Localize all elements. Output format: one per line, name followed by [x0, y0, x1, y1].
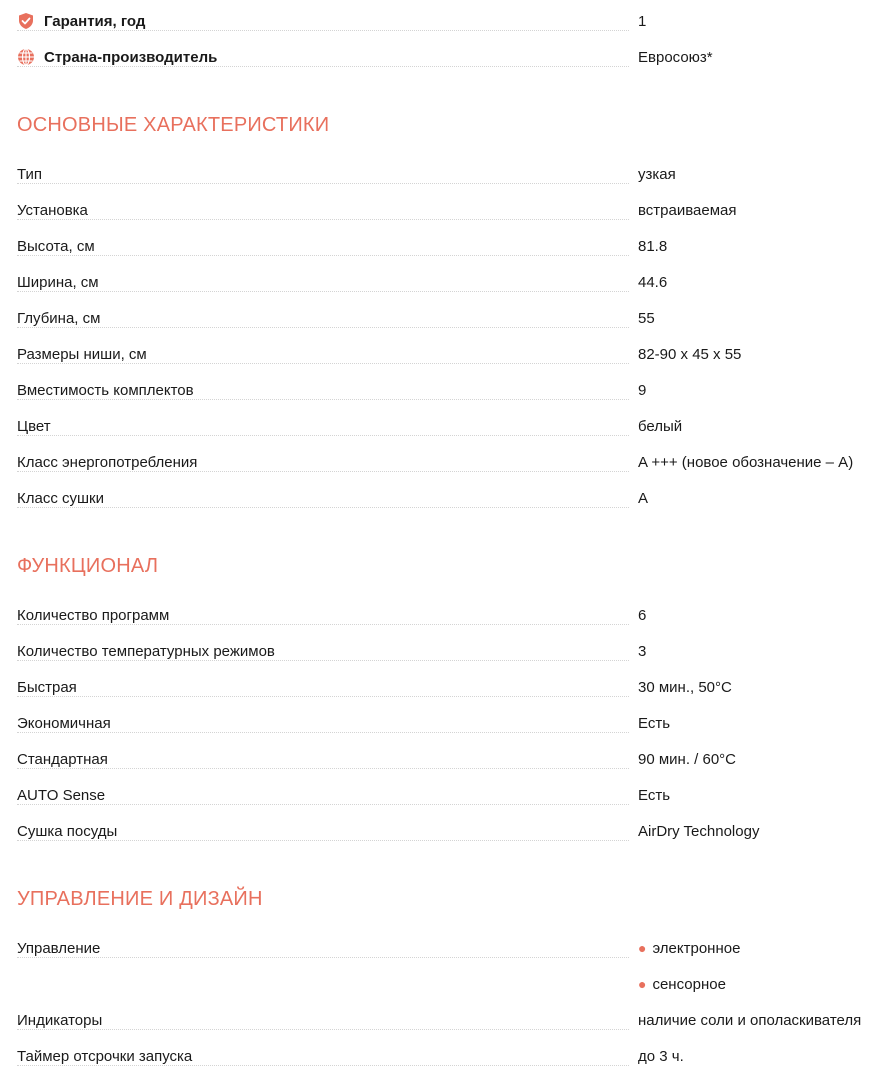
spec-row	[17, 604, 875, 628]
dotted-leader	[17, 957, 629, 958]
dotted-leader	[17, 219, 629, 220]
dotted-leader	[17, 471, 629, 472]
spec-value: до 3 ч.	[638, 1048, 684, 1065]
section-title-control-design: УПРАВЛЕНИЕ И ДИЗАЙН	[17, 888, 263, 910]
spec-row	[17, 451, 875, 475]
spec-row-warranty	[17, 10, 875, 34]
spec-row	[17, 379, 875, 403]
dotted-leader	[17, 660, 629, 661]
dotted-leader	[17, 804, 629, 805]
spec-label: Экономичная	[17, 715, 115, 732]
spec-row	[17, 937, 875, 961]
dotted-leader	[17, 291, 629, 292]
spec-row	[17, 271, 875, 295]
dotted-leader	[17, 30, 629, 31]
spec-label: Стандартная	[17, 751, 112, 768]
spec-label: Индикаторы	[17, 1012, 106, 1029]
spec-row	[17, 199, 875, 223]
section-title-functions: ФУНКЦИОНАЛ	[17, 555, 159, 577]
spec-value: белый	[638, 418, 683, 435]
spec-row	[17, 235, 875, 259]
spec-label: Тип	[17, 166, 46, 183]
spec-value: 6	[638, 607, 647, 624]
spec-label: Класс сушки	[17, 490, 108, 507]
spec-label: Ширина, см	[17, 274, 103, 291]
spec-label: AUTO Sense	[17, 787, 109, 804]
spec-label: Гарантия, год	[44, 13, 149, 30]
spec-label: Размеры ниши, см	[17, 346, 151, 363]
spec-value: A	[638, 490, 649, 507]
spec-label: Цвет	[17, 418, 55, 435]
bullet-icon: ●	[638, 976, 647, 992]
spec-label: Количество температурных режимов	[17, 643, 279, 660]
spec-label: Количество программ	[17, 607, 173, 624]
spec-value: сенсорное	[652, 976, 726, 993]
spec-row-continuation	[17, 973, 875, 997]
dotted-leader	[17, 399, 629, 400]
spec-value: 1	[638, 13, 647, 30]
dotted-leader	[17, 624, 629, 625]
spec-row	[17, 343, 875, 367]
spec-value: 81.8	[638, 238, 668, 255]
globe-icon	[17, 48, 35, 66]
dotted-leader	[17, 840, 629, 841]
dotted-leader	[17, 507, 629, 508]
spec-row	[17, 748, 875, 772]
spec-label: Класс энергопотребления	[17, 454, 201, 471]
spec-label: Страна-производитель	[44, 49, 221, 66]
section-title-main: ОСНОВНЫЕ ХАРАКТЕРИСТИКИ	[17, 114, 330, 136]
dotted-leader	[17, 435, 629, 436]
spec-label: Высота, см	[17, 238, 99, 255]
dotted-leader	[17, 768, 629, 769]
spec-label: Установка	[17, 202, 92, 219]
spec-value: 90 мин. / 60°C	[638, 751, 737, 768]
spec-label: Быстрая	[17, 679, 81, 696]
spec-value-list-item	[638, 976, 726, 993]
spec-value-list-item	[638, 940, 740, 957]
dotted-leader	[17, 1029, 629, 1030]
dotted-leader	[17, 1065, 629, 1066]
spec-row	[17, 1045, 875, 1069]
spec-label: Управление	[17, 940, 104, 957]
spec-row	[17, 712, 875, 736]
spec-value: AirDry Technology	[638, 823, 760, 840]
dotted-leader	[17, 696, 629, 697]
spec-row	[17, 1009, 875, 1033]
spec-label: Сушка посуды	[17, 823, 121, 840]
spec-label: Таймер отсрочки запуска	[17, 1048, 196, 1065]
spec-value: 82-90 x 45 x 55	[638, 346, 742, 363]
dotted-leader	[17, 255, 629, 256]
spec-value: 9	[638, 382, 647, 399]
spec-value: Есть	[638, 715, 671, 732]
dotted-leader	[17, 732, 629, 733]
spec-row-country	[17, 46, 875, 70]
shield-check-icon	[17, 12, 35, 30]
spec-value: Евросоюз*	[638, 49, 713, 66]
spec-label: Вместимость комплектов	[17, 382, 198, 399]
spec-value: наличие соли и ополаскивателя	[638, 1012, 862, 1029]
spec-row	[17, 676, 875, 700]
spec-value: узкая	[638, 166, 676, 183]
spec-value: 55	[638, 310, 655, 327]
spec-value: 3	[638, 643, 647, 660]
dotted-leader	[17, 327, 629, 328]
spec-row	[17, 640, 875, 664]
spec-row	[17, 415, 875, 439]
dotted-leader	[17, 66, 629, 67]
bullet-icon: ●	[638, 940, 647, 956]
spec-row	[17, 487, 875, 511]
dotted-leader	[17, 183, 629, 184]
spec-label: Глубина, см	[17, 310, 104, 327]
spec-value: электронное	[652, 940, 741, 957]
spec-value: встраиваемая	[638, 202, 737, 219]
spec-row	[17, 784, 875, 808]
spec-row	[17, 307, 875, 331]
spec-row	[17, 163, 875, 187]
spec-value: 44.6	[638, 274, 668, 291]
spec-row	[17, 820, 875, 844]
dotted-leader	[17, 363, 629, 364]
spec-value: 30 мин., 50°C	[638, 679, 732, 696]
spec-value: Есть	[638, 787, 671, 804]
spec-value: A +++ (новое обозначение – A)	[638, 454, 854, 471]
